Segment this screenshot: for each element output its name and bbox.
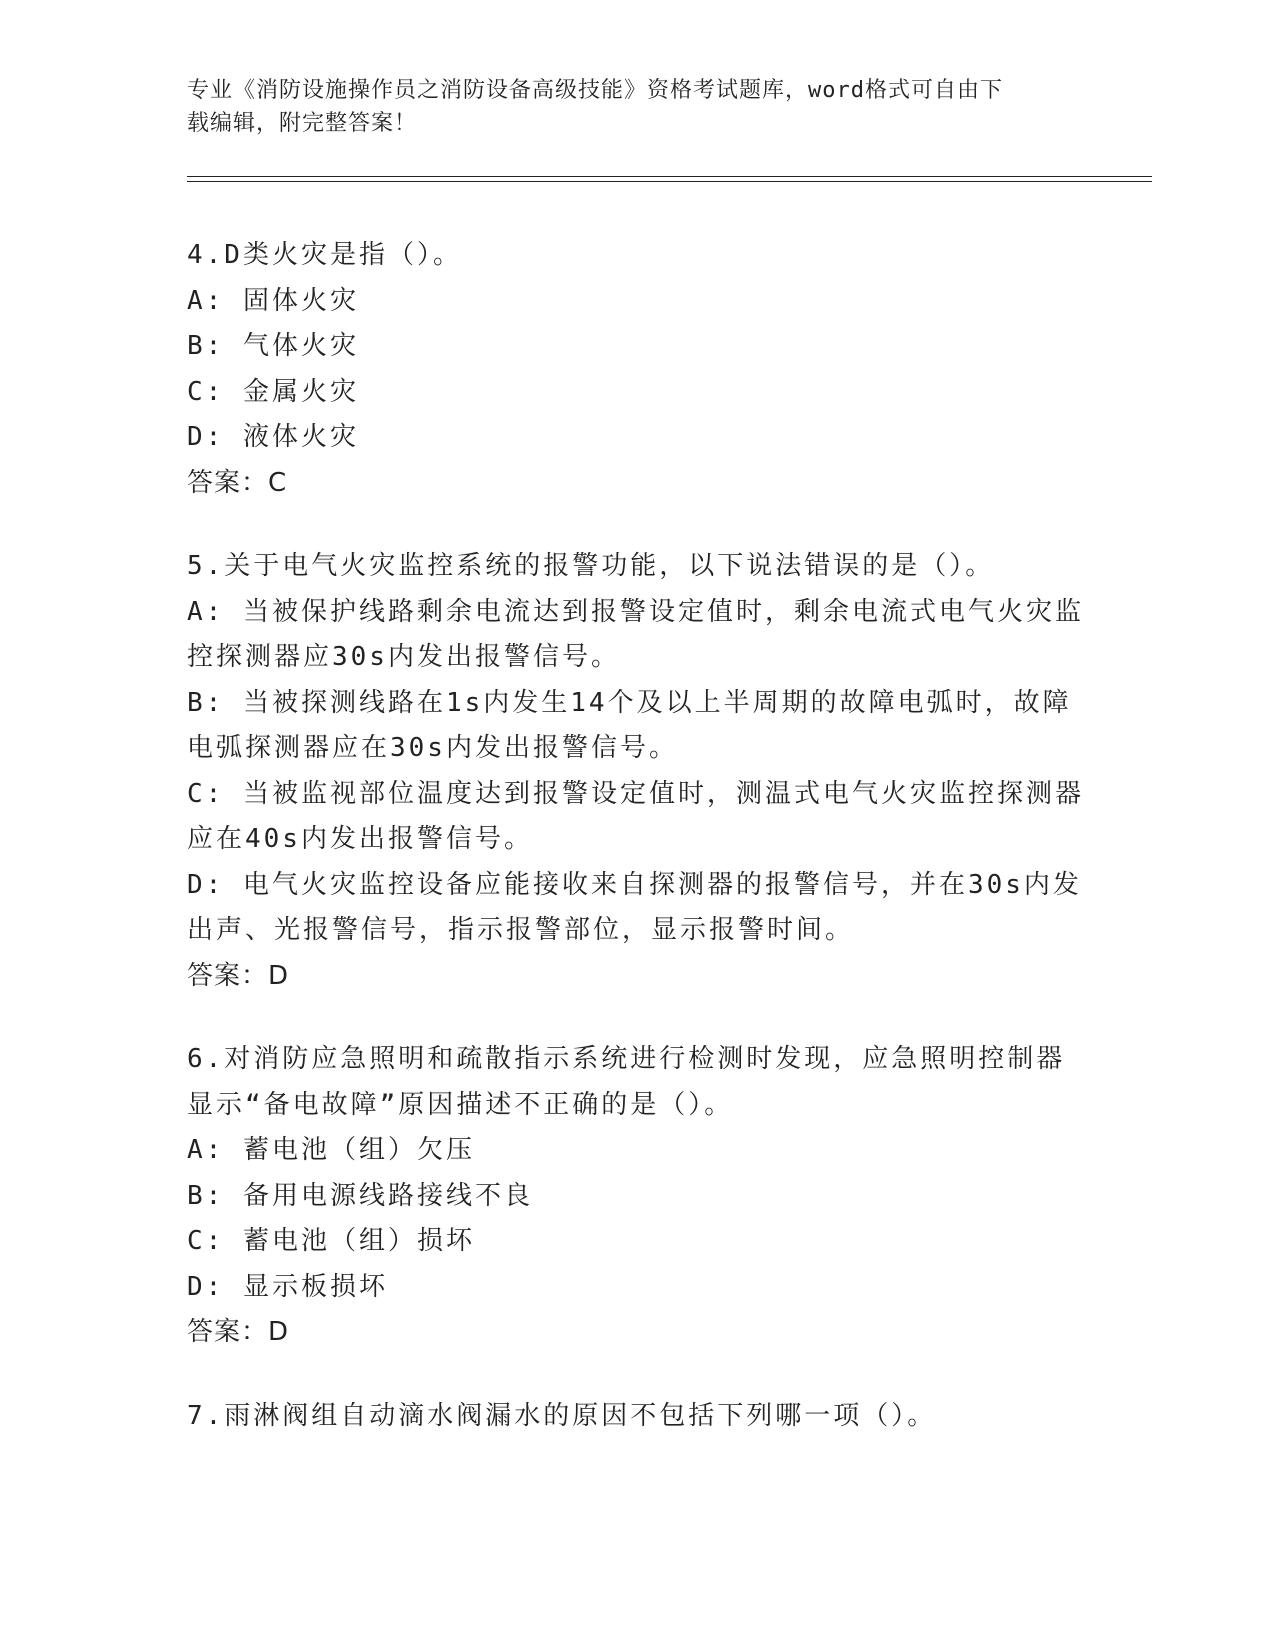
option-d: D: 液体火灾	[187, 422, 359, 452]
option-d: D: 显示板损坏	[187, 1271, 388, 1302]
option-d-cont: 出声、光报警信号，指示报警部位，显示报警时间。	[187, 915, 855, 945]
header-line-1: 专业《消防设施操作员之消防设备高级技能》资格考试题库，word格式可自由下	[187, 78, 1003, 103]
question-stem: 6.对消防应急照明和疏散指示系统进行检测时发现，应急照明控制器	[187, 1044, 1066, 1074]
question-stem: 4.D类火灾是指（）。	[187, 240, 462, 270]
option-a: A: 固体火灾	[187, 285, 359, 316]
option-c: C: 蓄电池（组）损坏	[187, 1226, 475, 1256]
answer: 答案：D	[187, 1317, 290, 1347]
question-stem: 7.雨淋阀组自动滴水阀漏水的原因不包括下列哪一项（）。	[187, 1400, 937, 1431]
header-divider	[187, 176, 1152, 182]
option-a: A: 蓄电池（组）欠压	[187, 1135, 475, 1165]
option-b: B: 气体火灾	[187, 331, 359, 361]
answer: 答案：C	[187, 467, 288, 498]
option-b: B: 备用电源线路接线不良	[187, 1180, 533, 1211]
question-6	[187, 1037, 1087, 1356]
question-stem: 5.关于电气火灾监控系统的报警功能，以下说法错误的是（）。	[187, 551, 995, 581]
option-c-cont: 应在40s内发出报警信号。	[187, 824, 533, 854]
option-d: D: 电气火灾监控设备应能接收来自探测器的报警信号，并在30s内发	[187, 869, 1082, 900]
option-c: C: 金属火灾	[187, 376, 359, 407]
option-b-cont: 电弧探测器应在30s内发出报警信号。	[187, 733, 678, 763]
option-b: B: 当被探测线路在1s内发生14个及以上半周期的故障电弧时，故障	[187, 687, 1072, 718]
document-header	[187, 74, 1067, 140]
question-stem-cont: 显示“备电故障”原因描述不正确的是（）。	[187, 1089, 734, 1120]
option-a: A: 当被保护线路剩余电流达到报警设定值时，剩余电流式电气火灾监	[187, 596, 1084, 627]
question-4	[187, 233, 1087, 506]
option-a-cont: 控探测器应30s内发出报警信号。	[187, 642, 620, 672]
question-5	[187, 544, 1087, 999]
question-list	[187, 233, 1087, 1477]
header-line-2: 载编辑，附完整答案！	[187, 111, 418, 136]
question-7	[187, 1394, 1087, 1440]
answer: 答案：D	[187, 960, 290, 991]
option-c: C: 当被监视部位温度达到报警设定值时，测温式电气火灾监控探测器	[187, 778, 1084, 809]
